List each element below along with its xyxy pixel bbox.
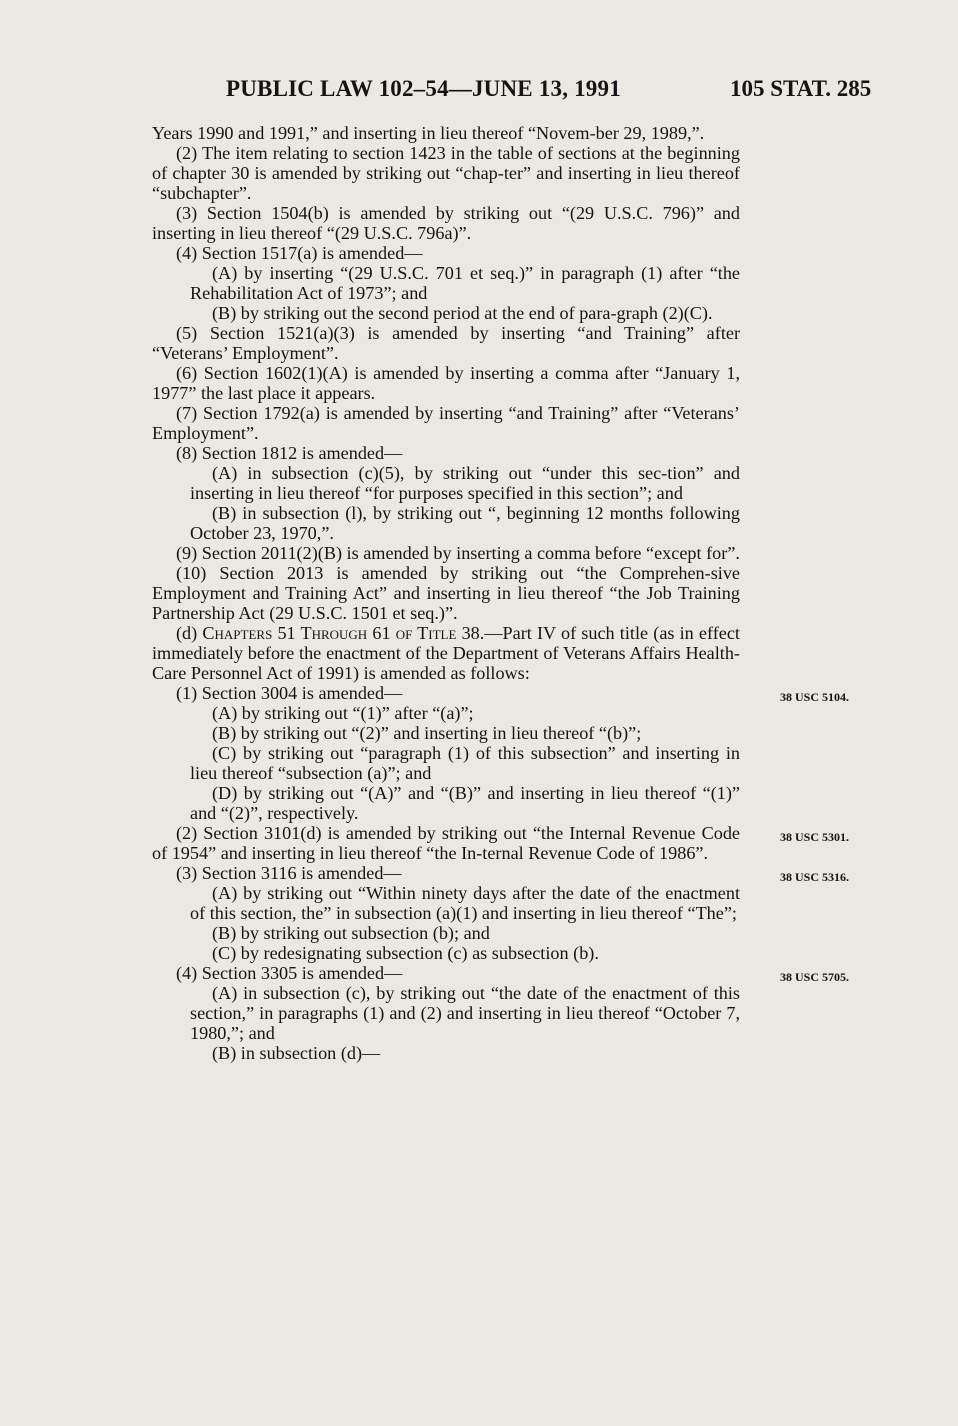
page-header	[0, 76, 958, 106]
paragraph: (B) by striking out subsection (b); and	[212, 923, 490, 943]
paragraph: Years 1990 and 1991,” and inserting in lieu thereof “Novem-ber 29, 1989,”.	[152, 123, 705, 143]
paragraph: (A) by inserting “(29 U.S.C. 701 et seq.)” in paragraph (1) after “the Rehabilitation Act of 1973”; and	[190, 263, 740, 303]
header-title: PUBLIC LAW 102–54—JUNE 13, 1991	[226, 76, 621, 101]
paragraph: (3) Section 1504(b) is amended by striking out “(29 U.S.C. 796)” and inserting in lieu thereof “(29 U.S.C. 796a)”.	[152, 203, 740, 243]
body-text	[152, 123, 850, 1063]
margin-note: 38 USC 5301.	[780, 830, 850, 844]
paragraph: (D) by striking out “(A)” and “(B)” and inserting in lieu thereof “(1)” and “(2)”, respectively.	[190, 783, 740, 823]
paragraph: (8) Section 1812 is amended—	[176, 443, 403, 463]
paragraph: (2) The item relating to section 1423 in the table of sections at the beginning of chapter 30 is amended by striking out “chap-ter” and inserting in lieu thereof “subchapter”.	[152, 143, 740, 203]
paragraph: (B) in subsection (l), by striking out “, beginning 12 months following October 23, 1970,”.	[190, 503, 740, 543]
paragraph: (C) by redesignating subsection (c) as subsection (b).	[212, 943, 599, 963]
paragraph: (B) by striking out the second period at the end of para-graph (2)(C).	[212, 303, 713, 323]
paragraph: (B) by striking out “(2)” and inserting in lieu thereof “(b)”;	[212, 723, 642, 743]
paragraph: (A) by striking out “Within ninety days after the date of the enactment of this section, the” in subsection (a)(1) and inserting in lieu thereof “The”;	[190, 883, 740, 923]
paragraph: (4) Section 1517(a) is amended—	[176, 243, 423, 263]
section-d-lead: (d)	[176, 623, 203, 643]
section-d-text: —Part IV of such title (as in effect immediately before the enactment of the Department of Veterans Affairs Health-Care Personnel Act of 1991) is amended as follows:	[152, 623, 740, 683]
paragraph: (A) in subsection (c)(5), by striking out “under this sec-tion” and inserting in lieu thereof “for purposes specified in this section”; and	[190, 463, 740, 503]
paragraph: (9) Section 2011(2)(B) is amended by inserting a comma before “except for”.	[176, 543, 740, 563]
paragraph: (B) in subsection (d)—	[212, 1043, 381, 1063]
paragraph: (A) in subsection (c), by striking out “the date of the enactment of this section,” in paragraphs (1) and (2) and inserting in lieu thereof “October 7, 1980,”; and	[190, 983, 740, 1043]
paragraph	[152, 963, 850, 984]
section-d-paragraph	[152, 623, 740, 683]
paragraph-text: (3) Section 3116 is amended—	[176, 863, 402, 883]
paragraph: (6) Section 1602(1)(A) is amended by inserting a comma after “January 1, 1977” the last place it appears.	[152, 363, 740, 403]
paragraph: (A) by striking out “(1)” after “(a)”;	[212, 703, 474, 723]
paragraph	[152, 683, 850, 704]
margin-note: 38 USC 5104.	[780, 690, 850, 704]
paragraph: (5) Section 1521(a)(3) is amended by inserting “and Training” after “Veterans’ Employment”.	[152, 323, 740, 363]
margin-note: 38 USC 5316.	[780, 870, 850, 884]
paragraph	[152, 863, 850, 884]
margin-note: 38 USC 5705.	[780, 970, 850, 984]
paragraph: (C) by striking out “paragraph (1) of this subsection” and inserting in lieu thereof “subsection (a)”; and	[190, 743, 740, 783]
paragraph: (10) Section 2013 is amended by striking out “the Comprehen-sive Employment and Training Act” and inserting in lieu thereof “the Job Training Partnership Act (29 U.S.C. 1501 et seq.)”.	[152, 563, 740, 623]
paragraph	[152, 823, 850, 863]
section-d-heading: Chapters 51 Through 61 of Title 38.	[202, 623, 485, 643]
paragraph: (7) Section 1792(a) is amended by inserting “and Training” after “Veterans’ Employment”.	[152, 403, 740, 443]
header-stat-page: 105 STAT. 285	[730, 76, 872, 101]
paragraph-text: (1) Section 3004 is amended—	[176, 683, 403, 703]
paragraph-text: (2) Section 3101(d) is amended by striking out “the Internal Revenue Code of 1954” and inserting in lieu thereof “the In-ternal Revenue Code of 1986”.	[152, 823, 740, 863]
paragraph-text: (4) Section 3305 is amended—	[176, 963, 403, 983]
